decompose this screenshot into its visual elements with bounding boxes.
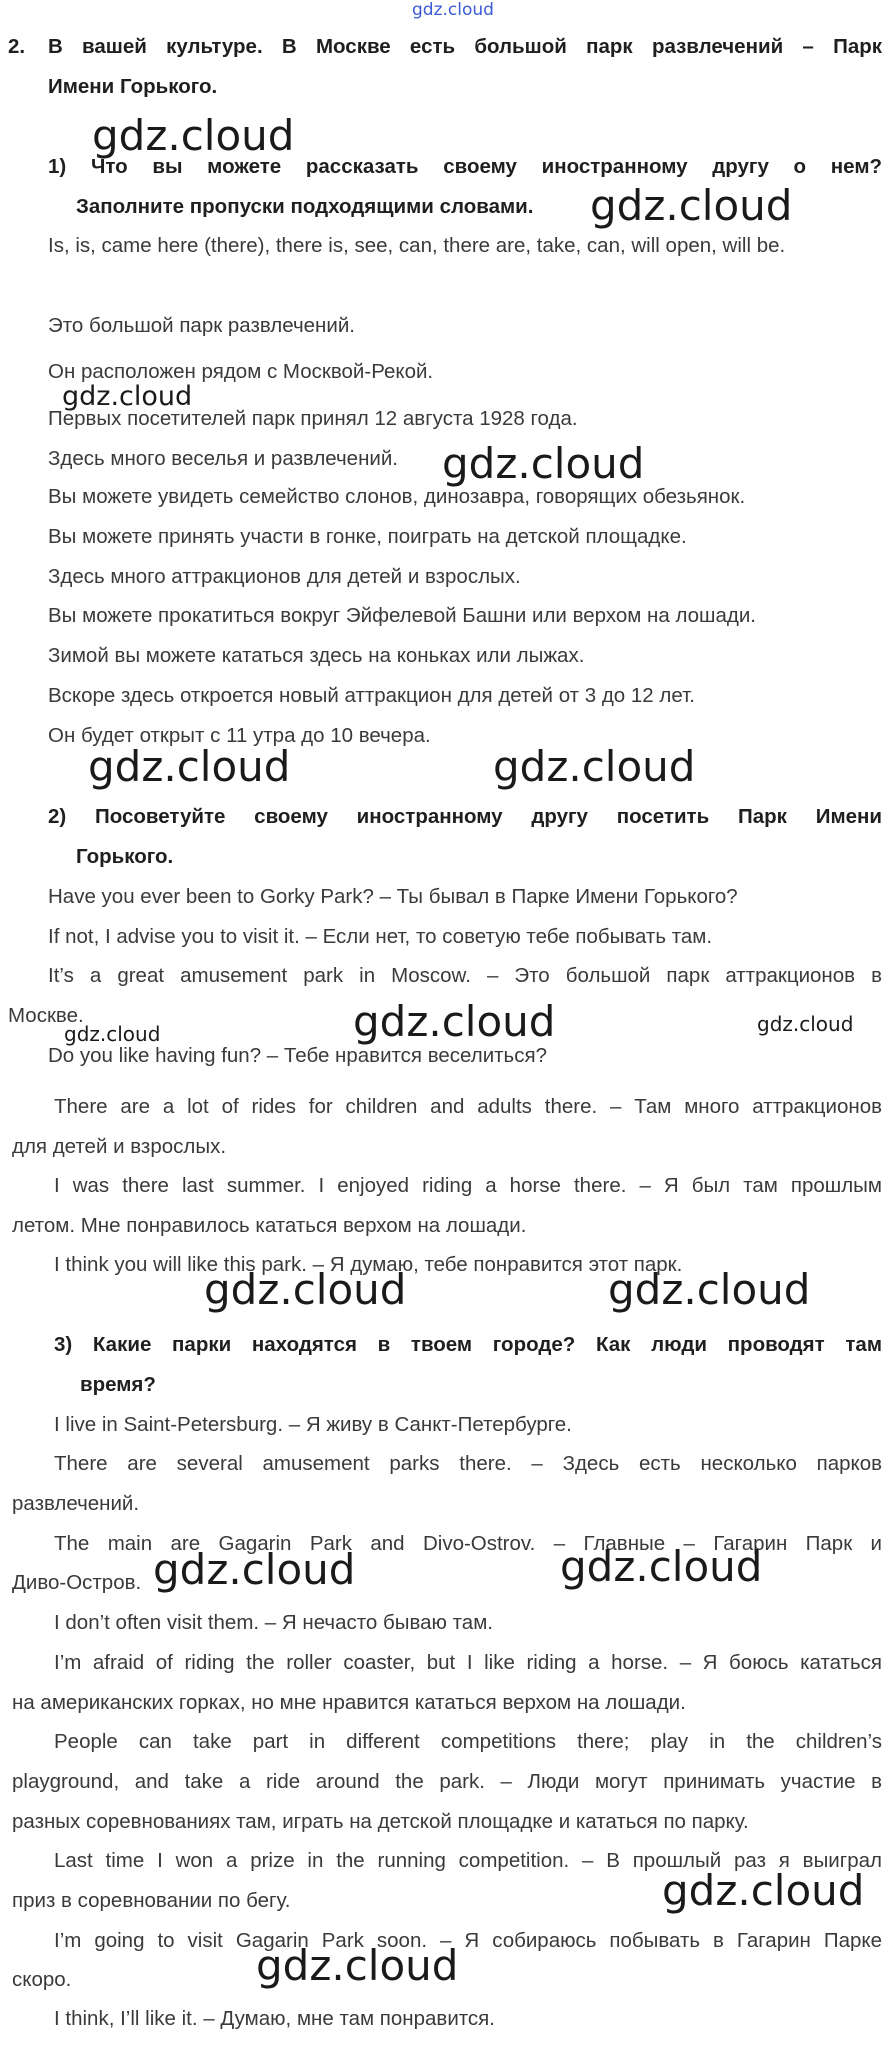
part2-line: Have you ever been to Gorky Park? – Ты бывал в Парке Имени Горького?	[48, 885, 738, 908]
watermark: gdz.cloud	[92, 111, 295, 160]
part3-line: развлечений.	[12, 1492, 140, 1515]
part1-line: Вы можете увидеть семейство слонов, динозавра, говорящих обезьянок.	[48, 485, 746, 508]
part1-word-bank: Is, is, came here (there), there is, see, can, there are, take, can, will open, will be.	[48, 234, 786, 257]
part3-line: I’m afraid of riding the roller coaster, but I like riding a horse. – Я боюсь кататься	[54, 1651, 882, 1674]
part3-question-line2: время?	[80, 1373, 156, 1396]
part2-line: I was there last summer. I enjoyed riding a horse there. – Я был там прошлым	[54, 1174, 882, 1197]
watermark: gdz.cloud	[153, 1545, 356, 1594]
part3-line: I don’t often visit them. – Я нечасто бываю там.	[54, 1611, 493, 1634]
part3-line: Диво-Остров.	[12, 1571, 142, 1594]
part2-line: Do you like having fun? – Тебе нравится веселиться?	[48, 1044, 547, 1067]
part3-line: There are several amusement parks there. – Здесь есть несколько парков	[54, 1452, 882, 1475]
part3-line: People can take part in different competitions there; play in the children’s	[54, 1730, 882, 1753]
watermark: gdz.cloud	[590, 181, 793, 230]
part2-line: летом. Мне понравилось кататься верхом на лошади.	[12, 1214, 527, 1237]
part3-line: playground, and take a ride around the park. – Люди могут принимать участие в	[12, 1770, 882, 1793]
part2-line: для детей и взрослых.	[12, 1135, 227, 1158]
part1-line: Вы можете принять участи в гонке, поиграть на детской площадке.	[48, 525, 687, 548]
watermark: gdz.cloud	[204, 1265, 407, 1314]
part1-line: Вскоре здесь откроется новый аттракцион для детей от 3 до 12 лет.	[48, 684, 695, 707]
part3-question-line1: 3) Какие парки находятся в твоем городе? Как люди проводят там	[54, 1333, 882, 1356]
watermark: gdz.cloud	[256, 1941, 459, 1990]
task-title-line1: В вашей культуре. В Москве есть большой парк развлечений – Парк	[48, 35, 882, 58]
watermark: gdz.cloud	[662, 1866, 865, 1915]
part1-line: Здесь много веселья и развлечений.	[48, 447, 399, 470]
watermark: gdz.cloud	[757, 1012, 854, 1036]
part2-line: There are a lot of rides for children and adults there. – Там много аттракционов	[54, 1095, 882, 1118]
task-title-line2: Имени Горького.	[48, 75, 218, 98]
watermark: gdz.cloud	[88, 742, 291, 791]
part2-line: I think you will like this park. – Я думаю, тебе понравится этот парк.	[54, 1253, 683, 1276]
watermark: gdz.cloud	[62, 381, 193, 412]
watermark: gdz.cloud	[442, 439, 645, 488]
part2-line: It’s a great amusement park in Moscow. – Это большой парк аттракционов в	[48, 964, 882, 987]
part3-line: скоро.	[12, 1968, 72, 1991]
part3-line: на американских горках, но мне нравится кататься верхом на лошади.	[12, 1691, 686, 1714]
part3-line: I think, I’ll like it. – Думаю, мне там понравится.	[54, 2007, 495, 2030]
top-watermark: gdz.cloud	[412, 0, 494, 20]
watermark: gdz.cloud	[560, 1542, 763, 1591]
part1-line: Первых посетителей парк принял 12 августа 1928 года.	[48, 407, 578, 430]
part2-line: If not, I advise you to visit it. – Если нет, то советую тебе побывать там.	[48, 925, 713, 948]
part1-line: Он расположен рядом с Москвой-Рекой.	[48, 360, 434, 383]
part1-question-line1: 1) Что вы можете рассказать своему иностранному другу о нем?	[48, 155, 882, 178]
part3-line: разных соревнованиях там, играть на детской площадке и кататься по парку.	[12, 1810, 749, 1833]
part2-question-line1: 2) Посоветуйте своему иностранному другу посетить Парк Имени	[48, 805, 882, 828]
part3-line: The main are Gagarin Park and Divo-Ostrov. – Главные – Гагарин Парк и	[54, 1532, 882, 1555]
part2-question-line2: Горького.	[76, 845, 174, 868]
part1-line: Зимой вы можете кататься здесь на коньках или лыжах.	[48, 644, 585, 667]
part1-line: Здесь много аттракционов для детей и взрослых.	[48, 565, 521, 588]
part1-line: Это большой парк развлечений.	[48, 314, 355, 337]
part3-line: Last time I won a prize in the running competition. – В прошлый раз я выиграл	[54, 1849, 882, 1872]
part2-line: Москве.	[8, 1004, 84, 1027]
task-number: 2.	[8, 35, 26, 58]
part3-line: I’m going to visit Gagarin Park soon. – Я собираюсь побывать в Гагарин Парке	[54, 1929, 882, 1952]
part3-line: I live in Saint-Petersburg. – Я живу в Санкт-Петербурге.	[54, 1413, 572, 1436]
part1-question-line2: Заполните пропуски подходящими словами.	[76, 195, 534, 218]
watermark: gdz.cloud	[64, 1022, 161, 1046]
watermark: gdz.cloud	[493, 742, 696, 791]
part3-line: приз в соревновании по бегу.	[12, 1889, 291, 1912]
watermark: gdz.cloud	[353, 997, 556, 1046]
part1-line: Вы можете прокатиться вокруг Эйфелевой Башни или верхом на лошади.	[48, 604, 756, 627]
watermark: gdz.cloud	[608, 1265, 811, 1314]
part1-line: Он будет открыт с 11 утра до 10 вечера.	[48, 724, 431, 747]
